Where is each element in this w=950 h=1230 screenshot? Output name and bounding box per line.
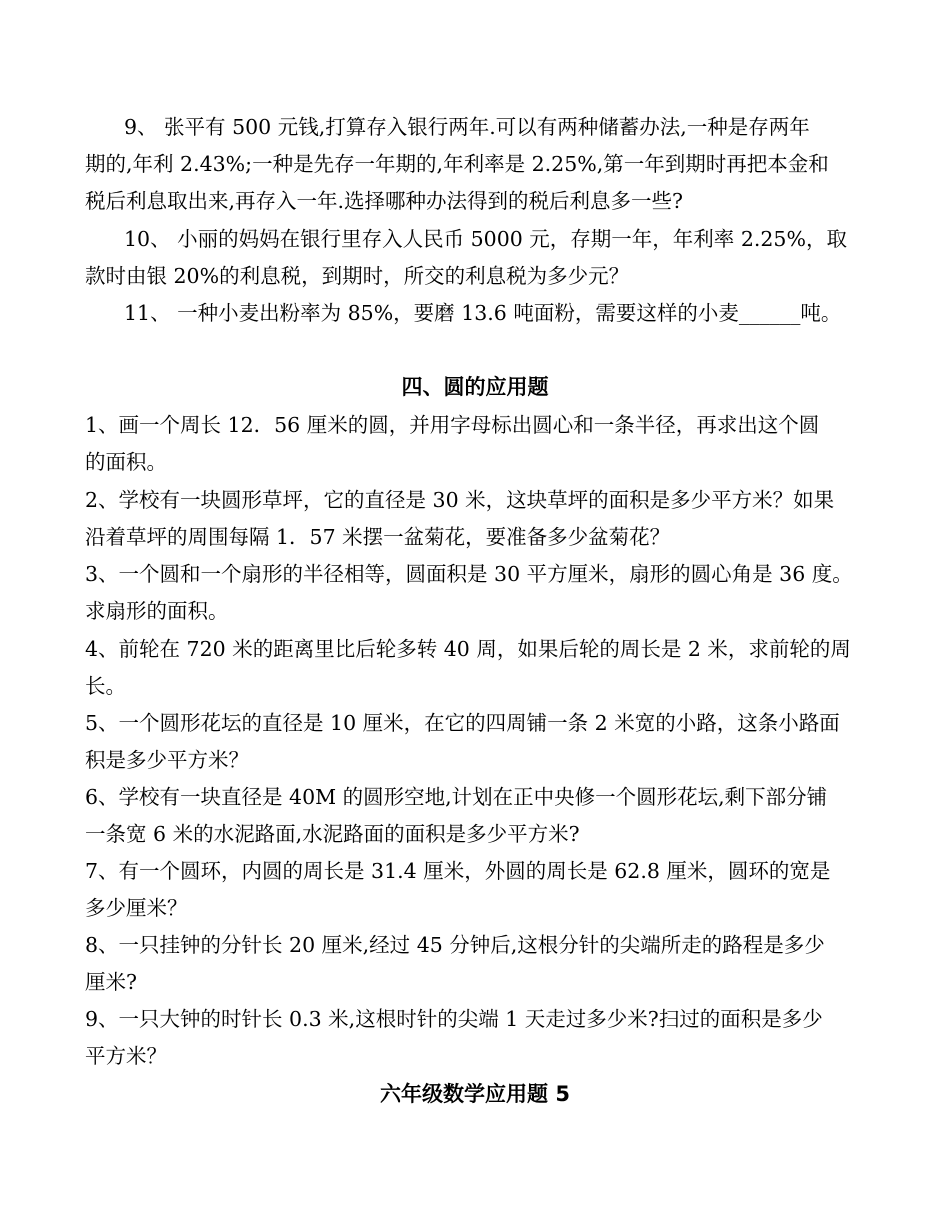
circle-problem-line: 6、学校有一块直径是 40M 的圆形空地,计划在正中央修一个圆形花坛,剩下部分铺: [85, 785, 828, 809]
circle-problem-line: 厘米?: [85, 970, 137, 994]
circle-problem-line: 7、有一个圆环，内圆的周长是 31.4 厘米，外圆的周长是 62.8 厘米，圆环的宽是: [85, 859, 831, 883]
circle-problem-line: 4、前轮在 720 米的距离里比后轮多转 40 周，如果后轮的周长是 2 米，求前轮的周: [85, 637, 851, 661]
circle-problem-line: 3、一个圆和一个扇形的半径相等，圆面积是 30 平方厘米，扇形的圆心角是 36 度。: [85, 562, 853, 586]
circle-problem-line: 5、一个圆形花坛的直径是 10 厘米，在它的四周铺一条 2 米宽的小路，这条小路面: [85, 711, 840, 735]
problem-10-line-2: 款时由银 20%的利息税，到期时，所交的利息税为多少元？: [85, 264, 630, 288]
circle-problem-line: 多少厘米？: [85, 896, 188, 920]
problem-9-line-1: 9、 张平有 500 元钱,打算存入银行两年.可以有两种储蓄办法,一种是存两年: [124, 115, 810, 139]
circle-problem-line: 求扇形的面积。: [85, 599, 229, 623]
circle-problem-line: 平方米？: [85, 1044, 167, 1068]
circle-problem-line: 长。: [85, 674, 126, 698]
circle-problem-line: 积是多少平方米？: [85, 748, 249, 772]
circle-problem-line: 沿着草坪的周围每隔 1．57 米摆一盆菊花，要准备多少盆菊花？: [85, 525, 671, 549]
circle-problem-line: 一条宽 6 米的水泥路面,水泥路面的面积是多少平方米?: [85, 822, 580, 846]
circle-problem-line: 2、学校有一块圆形草坪，它的直径是 30 米，这块草坪的面积是多少平方米？如果: [85, 488, 835, 512]
circle-problem-line: 的面积。: [85, 450, 167, 474]
circle-problem-line: 1、画一个周长 12．56 厘米的圆，并用字母标出圆心和一条半径，再求出这个圆: [85, 413, 820, 437]
problem-11-line-1: 11、 一种小麦出粉率为 85%，要磨 13.6 吨面粉，需要这样的小麦______吨。: [124, 301, 842, 325]
circle-problem-line: 9、一只大钟的时针长 0.3 米,这根时针的尖端 1 天走过多少米?扫过的面积是多少: [85, 1007, 823, 1031]
problem-10-line-1: 10、 小丽的妈妈在银行里存入人民币 5000 元，存期一年，年利率 2.25%，取: [124, 227, 847, 251]
problem-9-line-2: 期的,年利 2.43%;一种是先存一年期的,年利率是 2.25%,第一年到期时再把本金和: [85, 152, 829, 176]
circle-problem-line: 8、一只挂钟的分针长 20 厘米,经过 45 分钟后,这根分针的尖端所走的路程是多少: [85, 933, 825, 957]
section-4-title: 四、圆的应用题: [401, 375, 549, 399]
problem-9-line-3: 税后利息取出来,再存入一年.选择哪种办法得到的税后利息多一些?: [85, 189, 684, 213]
next-section-title: 六年级数学应用题 5: [380, 1082, 570, 1106]
